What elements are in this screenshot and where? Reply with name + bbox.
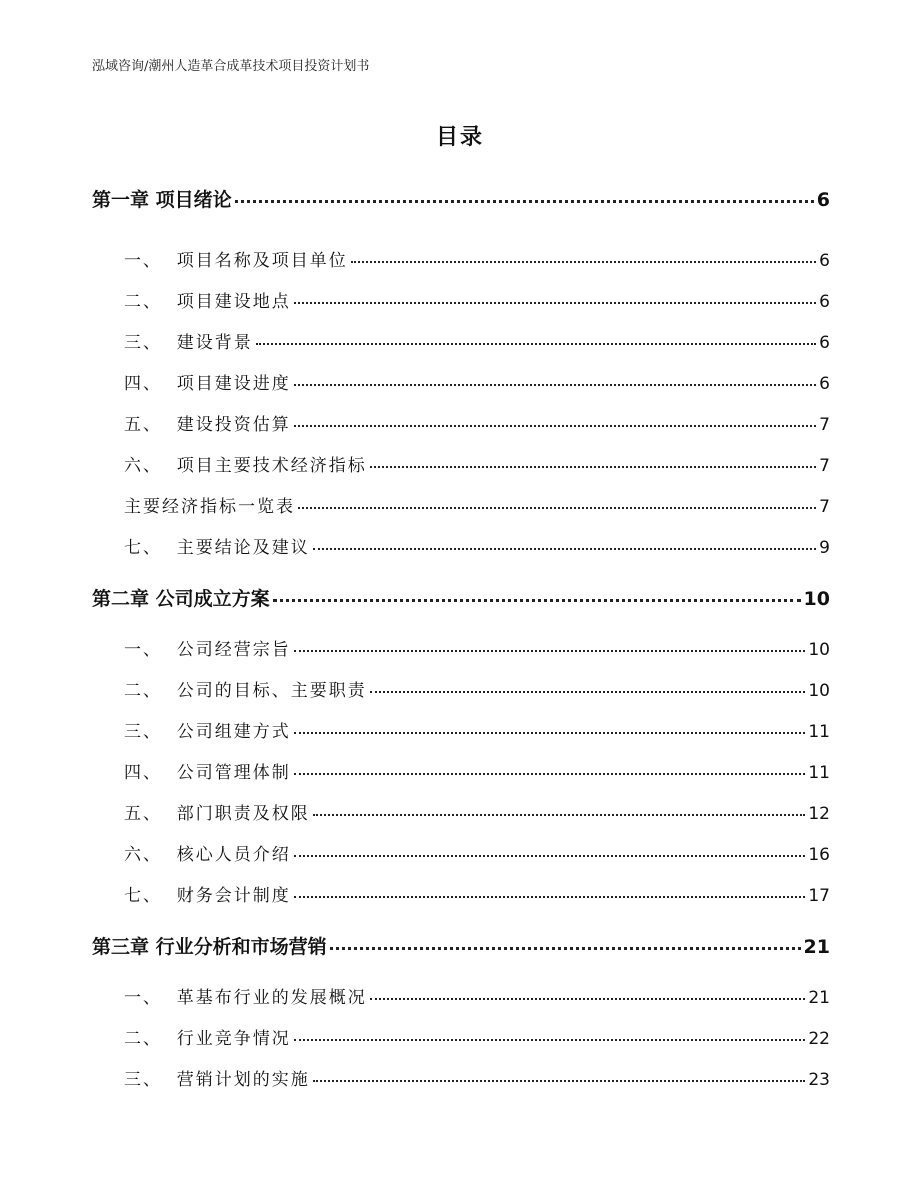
toc-entry-page: 6 (819, 374, 830, 394)
toc-entry-label: 二、 行业竞争情况 (124, 1029, 291, 1049)
toc-section-1-table[interactable] (92, 492, 830, 517)
toc-chapter-2[interactable] (92, 584, 830, 611)
toc-entry-label: 五、 部门职责及权限 (124, 804, 310, 824)
toc-entry-page: 10 (808, 681, 830, 701)
toc-section-1-3[interactable] (92, 328, 830, 353)
toc-entry-label: 一、 公司经营宗旨 (124, 640, 291, 660)
toc-entry-page: 10 (803, 588, 830, 610)
toc-title: 目录 (435, 125, 484, 150)
toc-section-2-6[interactable] (92, 840, 830, 865)
toc-entry-page: 6 (819, 333, 830, 353)
toc-section-2-7[interactable] (92, 881, 830, 906)
toc-section-1-6[interactable] (92, 451, 830, 476)
toc-entry-label: 七、 主要结论及建议 (124, 538, 310, 558)
toc-entry-page: 6 (816, 189, 830, 211)
toc-entry-page: 9 (819, 538, 830, 558)
toc-entry-label: 三、 建设背景 (124, 333, 253, 353)
toc-entry-label: 一、 革基布行业的发展概况 (124, 988, 367, 1008)
toc-entry-page: 7 (819, 415, 830, 435)
toc-entry-page: 22 (808, 1029, 830, 1049)
dot-leader (351, 261, 816, 263)
toc-entry-label: 第一章 项目绪论 (92, 189, 232, 211)
toc-entry-label: 三、 公司组建方式 (124, 722, 291, 742)
toc-entry-label: 六、 项目主要技术经济指标 (124, 456, 367, 476)
toc-entry-page: 10 (808, 640, 830, 660)
toc-entry-page: 6 (819, 251, 830, 271)
dot-leader (273, 599, 801, 602)
dot-leader (294, 773, 806, 775)
dot-leader (313, 814, 806, 816)
toc-entry-page: 7 (819, 456, 830, 476)
dot-leader (330, 947, 801, 950)
toc-section-1-2[interactable] (92, 287, 830, 312)
toc-entry-label: 第二章 公司成立方案 (92, 588, 270, 610)
toc-entry-page: 17 (808, 886, 830, 906)
dot-leader (294, 855, 806, 857)
toc-entry-page: 16 (808, 845, 830, 865)
toc-entry-page: 11 (808, 763, 830, 783)
dot-leader (256, 343, 816, 345)
toc-section-2-4[interactable] (92, 758, 830, 783)
toc-entry-label: 三、 营销计划的实施 (124, 1070, 310, 1090)
toc-section-2-3[interactable] (92, 717, 830, 742)
toc-entry-page: 21 (803, 936, 830, 958)
toc-entry-label: 四、 公司管理体制 (124, 763, 291, 783)
dot-leader (294, 384, 816, 386)
toc-entry-label: 四、 项目建设进度 (124, 374, 291, 394)
toc-entry-page: 6 (819, 292, 830, 312)
dot-leader (313, 548, 816, 550)
toc-section-1-4[interactable] (92, 369, 830, 394)
dot-leader (294, 302, 816, 304)
toc-section-2-2[interactable] (92, 676, 830, 701)
toc-section-3-1[interactable] (92, 983, 830, 1008)
toc-entry-label: 第三章 行业分析和市场营销 (92, 936, 327, 958)
dot-leader (294, 732, 806, 734)
toc-section-1-5[interactable] (92, 410, 830, 435)
toc-section-3-2[interactable] (92, 1024, 830, 1049)
toc-section-1-1[interactable] (92, 246, 830, 271)
dot-leader (370, 466, 816, 468)
toc-entry-page: 12 (808, 804, 830, 824)
toc-chapter-1[interactable] (92, 185, 830, 212)
toc-section-2-5[interactable] (92, 799, 830, 824)
toc-entry-page: 7 (819, 497, 830, 517)
dot-leader (370, 998, 806, 1000)
dot-leader (294, 896, 806, 898)
toc-entry-label: 一、 项目名称及项目单位 (124, 251, 348, 271)
dot-leader (235, 200, 814, 203)
toc-entry-label: 五、 建设投资估算 (124, 415, 291, 435)
toc-entry-page: 23 (808, 1070, 830, 1090)
toc-entry-label: 七、 财务会计制度 (124, 886, 291, 906)
toc-entry-page: 21 (808, 988, 830, 1008)
dot-leader (294, 650, 806, 652)
dot-leader (370, 691, 806, 693)
toc-entry-page: 11 (808, 722, 830, 742)
toc-entry-label: 六、 核心人员介绍 (124, 845, 291, 865)
toc-section-3-3[interactable] (92, 1065, 830, 1090)
toc-section-2-1[interactable] (92, 635, 830, 660)
dot-leader (298, 507, 816, 509)
dot-leader (294, 425, 816, 427)
dot-leader (294, 1039, 806, 1041)
toc-entry-label: 二、 项目建设地点 (124, 292, 291, 312)
toc-entry-label: 主要经济指标一览表 (124, 497, 295, 517)
toc-chapter-3[interactable] (92, 932, 830, 959)
toc-entry-label: 二、 公司的目标、主要职责 (124, 681, 367, 701)
toc-section-1-7[interactable] (92, 533, 830, 558)
running-header: 泓域咨询/潮州人造革合成革技术项目投资计划书 (92, 59, 370, 74)
dot-leader (313, 1080, 806, 1082)
